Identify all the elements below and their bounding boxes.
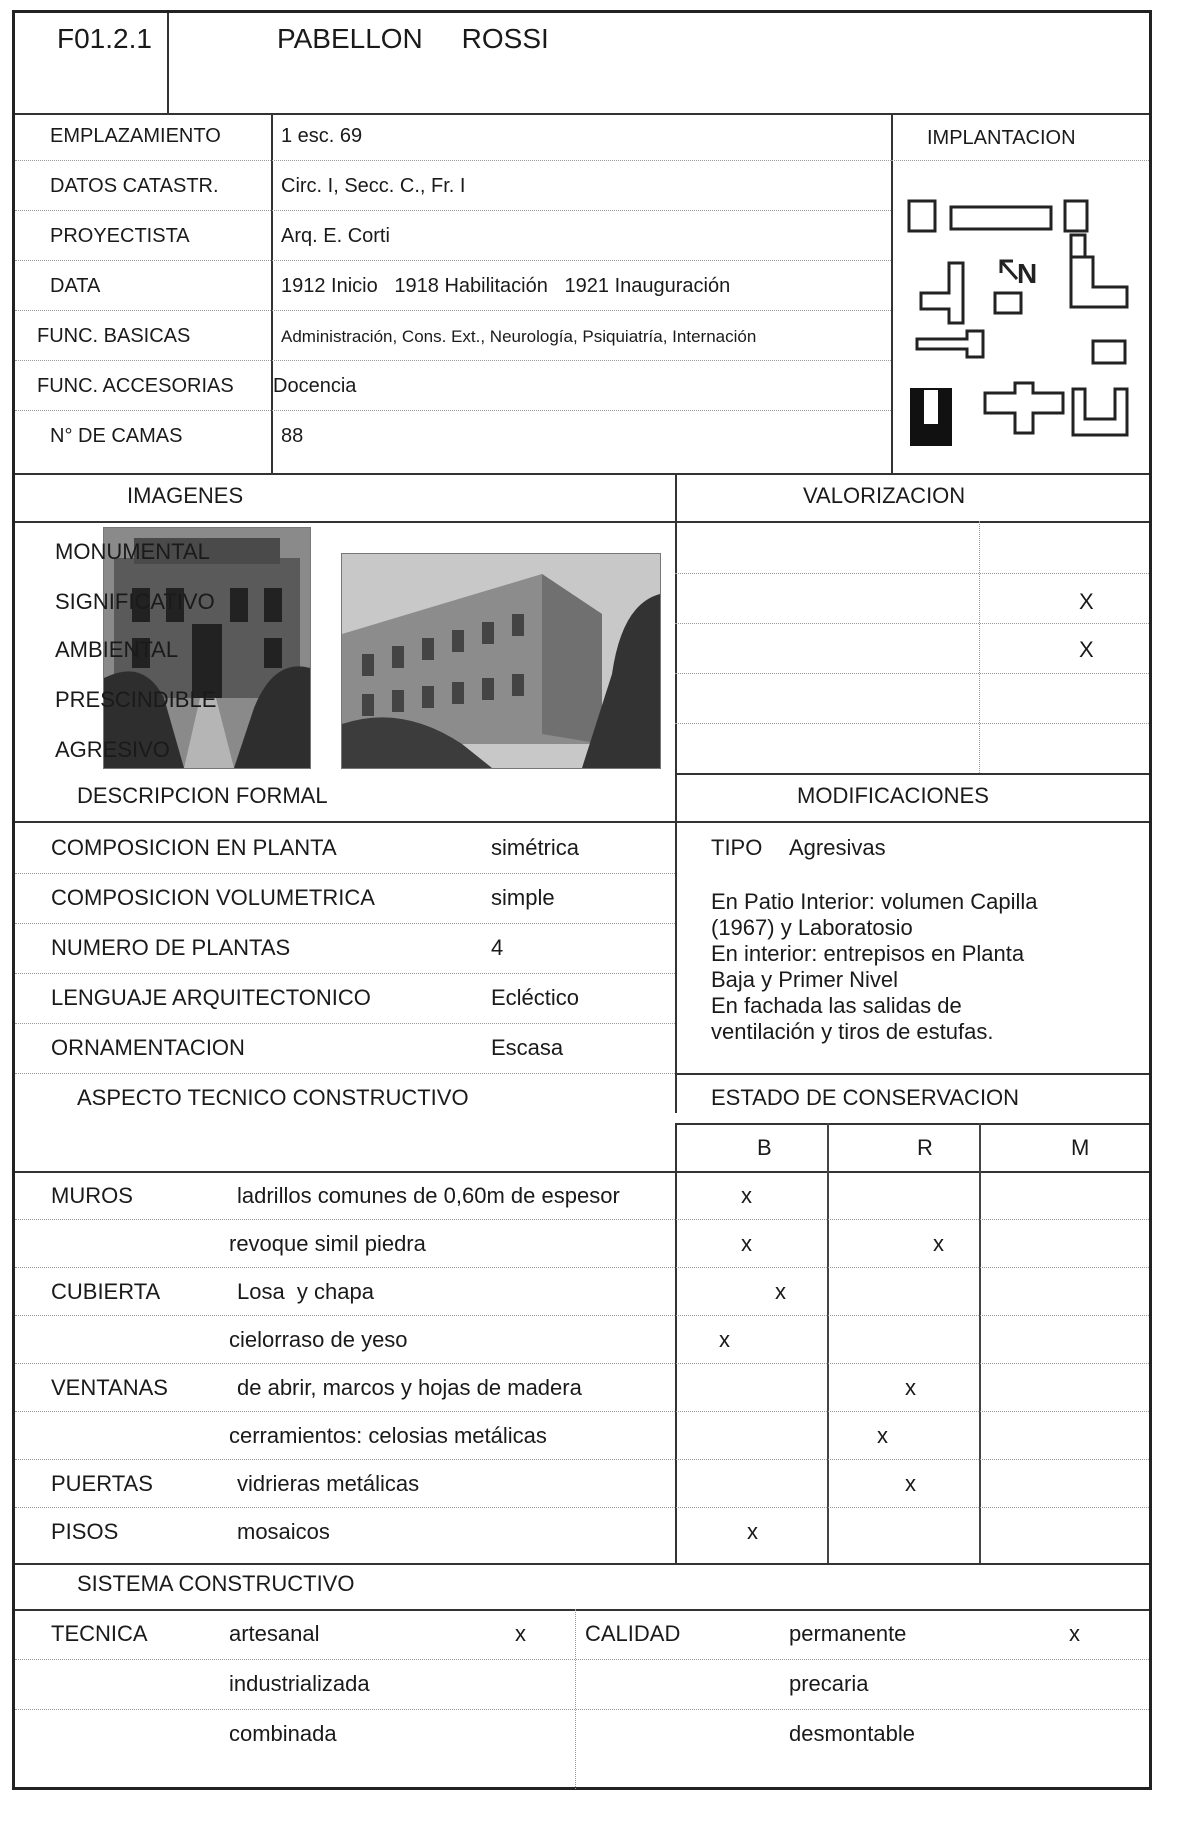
const-desc: cerramientos: celosias metálicas — [229, 1423, 547, 1448]
desc-value-ornamentacion: Escasa — [491, 1035, 564, 1060]
const-group-ventanas: VENTANAS — [51, 1375, 168, 1400]
aspecto-title: ASPECTO TECNICO CONSTRUCTIVO — [77, 1085, 469, 1110]
const-desc: vidrieras metálicas — [237, 1471, 420, 1496]
desc-value-lenguaje: Ecléctico — [491, 985, 580, 1010]
const-group-pisos: PISOS — [51, 1519, 119, 1544]
const-desc: Losa y chapa — [237, 1279, 374, 1304]
desc-value-plantas: 4 — [491, 935, 504, 960]
info-label-emplazamiento: EMPLAZAMIENTO — [50, 125, 221, 147]
desc-label-plantas: NUMERO DE PLANTAS — [51, 935, 291, 960]
calidad-mark-permanente: x — [1069, 1621, 1080, 1646]
middle-divider — [675, 473, 677, 1113]
modif-line: En Patio Interior: volumen Capilla — [711, 889, 1038, 914]
info-value-data: 1912 Inicio 1918 Habilitación 1921 Inauguración — [281, 275, 731, 297]
valor-agresivo: AGRESIVO — [55, 737, 170, 762]
const-mark: x — [905, 1471, 916, 1496]
tecnica-label: TECNICA — [51, 1621, 148, 1646]
modif-line: Baja y Primer Nivel — [711, 967, 899, 992]
desc-value-volumetrica: simple — [491, 885, 555, 910]
implantacion-title: IMPLANTACION — [927, 127, 1076, 149]
calidad-label: CALIDAD — [585, 1621, 681, 1646]
info-label-divider — [271, 113, 273, 473]
info-label-camas: N° DE CAMAS — [50, 425, 183, 447]
valor-prescindible: PRESCINDIBLE — [55, 687, 217, 712]
calidad-desmontable: desmontable — [789, 1721, 915, 1746]
info-value-datos-catastr: Circ. I, Secc. C., Fr. I — [281, 175, 466, 197]
const-desc: de abrir, marcos y hojas de madera — [237, 1375, 582, 1400]
const-mark: x — [877, 1423, 888, 1448]
desc-label-planta: COMPOSICION EN PLANTA — [51, 835, 337, 860]
const-mark: x — [933, 1231, 944, 1256]
modif-tipo-value: Agresivas — [789, 835, 886, 860]
north-label: N — [1017, 258, 1038, 289]
modif-line: En interior: entrepisos en Planta — [711, 941, 1025, 966]
header-bottom-line — [15, 113, 1149, 115]
sistema-title: SISTEMA CONSTRUCTIVO — [77, 1571, 355, 1596]
valor-mark-significativo: X — [1079, 589, 1094, 614]
info-value-camas: 88 — [281, 425, 304, 447]
info-value-func-accesorias: Docencia — [273, 375, 357, 397]
info-value-proyectista: Arq. E. Corti — [281, 225, 390, 247]
estado-col-b: B — [757, 1135, 772, 1160]
const-group-muros: MUROS — [51, 1183, 133, 1208]
imagenes-title: IMAGENES — [127, 483, 244, 508]
desc-label-lenguaje: LENGUAJE ARQUITECTONICO — [51, 985, 371, 1010]
tecnica-combinada: combinada — [229, 1721, 337, 1746]
descripcion-title: DESCRIPCION FORMAL — [77, 783, 328, 808]
const-group-cubierta: CUBIERTA — [51, 1279, 161, 1304]
info-value-emplazamiento: 1 esc. 69 — [281, 125, 363, 147]
desc-value-planta: simétrica — [491, 835, 580, 860]
implantacion-divider — [891, 113, 893, 473]
const-mark: x — [741, 1231, 752, 1256]
catalog-sheet — [12, 10, 1152, 1790]
valor-mark-ambiental: X — [1079, 637, 1094, 662]
const-desc: cielorraso de yeso — [229, 1327, 408, 1352]
descripcion-title-line — [15, 821, 1149, 823]
estado-col-m: M — [1071, 1135, 1090, 1160]
calidad-precaria: precaria — [789, 1671, 869, 1696]
building-name: PABELLON ROSSI — [277, 23, 549, 54]
info-value-func-basicas: Administración, Cons. Ext., Neurología, Psiquiatría, Internación — [281, 327, 757, 346]
tecnica-mark-artesanal: x — [515, 1621, 526, 1646]
const-desc: revoque simil piedra — [229, 1231, 426, 1256]
const-group-puertas: PUERTAS — [51, 1471, 153, 1496]
header-divider — [167, 13, 169, 113]
desc-label-ornamentacion: ORNAMENTACION — [51, 1035, 245, 1060]
const-desc: ladrillos comunes de 0,60m de espesor — [237, 1183, 620, 1208]
modif-tipo-label: TIPO — [711, 835, 763, 860]
estado-title: ESTADO DE CONSERVACION — [711, 1085, 1020, 1110]
tecnica-industrializada: industrializada — [229, 1671, 370, 1696]
const-mark: x — [719, 1327, 730, 1352]
info-bottom-line — [15, 473, 1149, 475]
sheet-code: F01.2.1 — [57, 23, 152, 54]
valorizacion-title: VALORIZACION — [803, 483, 966, 508]
const-desc: mosaicos — [237, 1519, 330, 1544]
site-plan-drawing — [901, 193, 1141, 453]
info-label-func-accesorias: FUNC. ACCESORIAS — [37, 375, 234, 397]
calidad-permanente: permanente — [789, 1621, 907, 1646]
modif-description — [711, 889, 1131, 1045]
tecnica-artesanal: artesanal — [229, 1621, 320, 1646]
valor-monumental: MONUMENTAL — [55, 539, 210, 564]
info-label-data: DATA — [50, 275, 101, 297]
modif-line: ventilación y tiros de estufas. — [711, 1019, 994, 1044]
modif-line: En fachada las salidas de — [711, 993, 962, 1018]
building-photo-side — [341, 553, 661, 769]
modif-line: (1967) y Laboratosio — [711, 915, 913, 940]
valor-significativo: SIGNIFICATIVO — [55, 589, 215, 614]
const-mark: x — [775, 1279, 786, 1304]
const-mark: x — [905, 1375, 916, 1400]
const-mark: x — [747, 1519, 758, 1544]
const-mark: x — [741, 1183, 752, 1208]
modificaciones-title: MODIFICACIONES — [797, 783, 989, 808]
info-label-func-basicas: FUNC. BASICAS — [37, 325, 191, 347]
info-label-proyectista: PROYECTISTA — [50, 225, 190, 247]
estado-col-r: R — [917, 1135, 933, 1160]
valor-ambiental: AMBIENTAL — [55, 637, 179, 662]
info-label-datos-catastr: DATOS CATASTR. — [50, 175, 219, 197]
desc-label-volumetrica: COMPOSICION VOLUMETRICA — [51, 885, 375, 910]
